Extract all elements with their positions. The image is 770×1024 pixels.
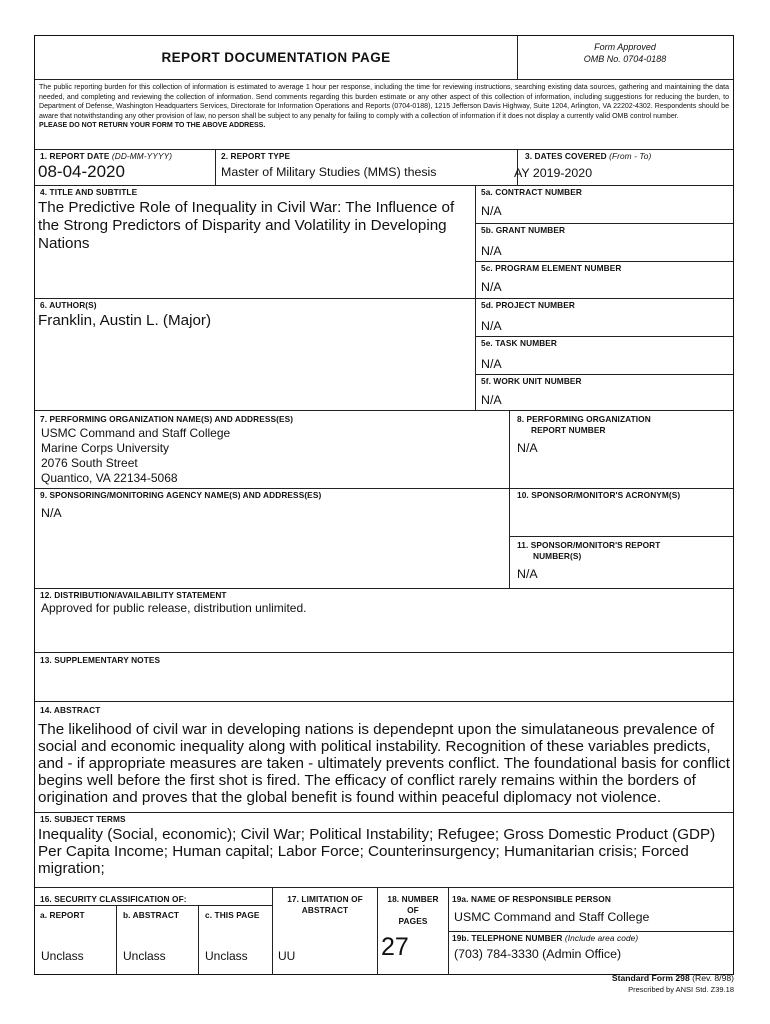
burden-statement bbox=[39, 83, 729, 131]
divider bbox=[35, 812, 733, 813]
abstract-label: 14. ABSTRACT bbox=[40, 705, 101, 715]
abstract-line: begins well before the first shot is fired. The efficacy of conflict rarely remains within the borders of bbox=[38, 772, 696, 789]
title-line: Nations bbox=[38, 235, 90, 252]
report-class-label: a. REPORT bbox=[40, 910, 85, 920]
divider bbox=[475, 374, 733, 375]
divider bbox=[35, 185, 733, 186]
dates-covered-field[interactable]: AY 2019-2020 bbox=[514, 166, 593, 180]
divider bbox=[35, 149, 733, 150]
divider bbox=[475, 223, 733, 224]
contract-number-field[interactable]: N/A bbox=[481, 204, 502, 218]
page-title: REPORT DOCUMENTATION PAGE bbox=[161, 50, 391, 65]
divider bbox=[35, 701, 733, 702]
subject-terms-line: Per Capita Income; Human capital; Labor Force; Counterinsurgency; Humanitarian crisis; Forced bbox=[38, 843, 689, 860]
page-class-label: c. THIS PAGE bbox=[205, 910, 260, 920]
abstract-class-label: b. ABSTRACT bbox=[123, 910, 180, 920]
title-line: the Strong Predictors of Disparity and Volatility in Developing bbox=[38, 217, 447, 234]
omb-number: OMB No. 0704-0188 bbox=[583, 54, 667, 64]
distribution-field[interactable]: Approved for public release, distribution unlimited. bbox=[41, 601, 307, 615]
divider bbox=[509, 536, 733, 537]
supplementary-notes-label: 13. SUPPLEMENTARY NOTES bbox=[40, 655, 161, 665]
report-date-label: 1. REPORT DATE (DD-MM-YYYY) bbox=[40, 151, 173, 161]
task-number-field[interactable]: N/A bbox=[481, 357, 502, 371]
address-line: Marine Corps University bbox=[41, 441, 170, 455]
abstract-field[interactable] bbox=[38, 721, 730, 806]
divider bbox=[198, 905, 199, 975]
performing-org-field[interactable] bbox=[41, 426, 230, 486]
divider bbox=[116, 905, 117, 975]
subject-terms-field[interactable] bbox=[38, 826, 715, 877]
subject-terms-label: 15. SUBJECT TERMS bbox=[40, 814, 126, 824]
dates-covered-label: 3. DATES COVERED (From - To) bbox=[525, 151, 652, 161]
task-number-label: 5e. TASK NUMBER bbox=[481, 338, 558, 348]
abstract-line: and - if appropriate measures are taken - ultimately prevents conflict. The foundational basis for conflict bbox=[38, 755, 730, 772]
authors-field[interactable]: Franklin, Austin L. (Major) bbox=[38, 312, 212, 329]
title-subtitle-field[interactable] bbox=[38, 199, 454, 253]
divider bbox=[509, 410, 510, 588]
report-class-field[interactable]: Unclass bbox=[41, 949, 84, 963]
divider bbox=[448, 931, 733, 932]
subject-terms-line: Inequality (Social, economic); Civil War; Political Instability; Refugee; Gross Domestic Product (GDP) bbox=[38, 826, 716, 843]
project-number-label: 5d. PROJECT NUMBER bbox=[481, 300, 575, 310]
divider bbox=[35, 410, 733, 411]
performing-report-number-field[interactable]: N/A bbox=[517, 441, 538, 455]
grant-number-field[interactable]: N/A bbox=[481, 244, 502, 258]
form-approved-text: Form Approved bbox=[594, 42, 656, 52]
divider bbox=[35, 588, 733, 589]
sponsor-report-number-field[interactable]: N/A bbox=[517, 567, 538, 581]
contract-number-label: 5a. CONTRACT NUMBER bbox=[481, 187, 583, 197]
performing-org-label: 7. PERFORMING ORGANIZATION NAME(S) AND ADDRESS(ES) bbox=[40, 414, 294, 424]
sponsoring-agency-field[interactable]: N/A bbox=[41, 506, 62, 520]
title-line: The Predictive Role of Inequality in Civil War: The Influence of bbox=[38, 199, 455, 216]
abstract-class-field[interactable]: Unclass bbox=[123, 949, 166, 963]
divider bbox=[35, 79, 733, 80]
program-element-label: 5c. PROGRAM ELEMENT NUMBER bbox=[481, 263, 622, 273]
address-line: 2076 South Street bbox=[41, 456, 138, 470]
limitation-label: 17. LIMITATION OF ABSTRACT bbox=[287, 894, 363, 915]
project-number-field[interactable]: N/A bbox=[481, 319, 502, 333]
report-date-field[interactable]: 08-04-2020 bbox=[38, 162, 125, 181]
abstract-line: The likelihood of civil war in developing nations is dependepnt upon the simulataneous prevalence of bbox=[38, 721, 715, 738]
report-documentation-form bbox=[34, 35, 734, 975]
performing-report-number-label: 8. PERFORMING ORGANIZATION REPORT NUMBER bbox=[517, 414, 651, 435]
report-type-field[interactable]: Master of Military Studies (MMS) thesis bbox=[221, 165, 437, 179]
number-of-pages-field[interactable]: 27 bbox=[381, 933, 409, 961]
subject-terms-line: migration; bbox=[38, 860, 105, 877]
title-subtitle-label: 4. TITLE AND SUBTITLE bbox=[40, 187, 138, 197]
abstract-line: social and economic inequality along with political instability. Recognition of these variables predicts, bbox=[38, 738, 711, 755]
report-type-label: 2. REPORT TYPE bbox=[221, 151, 291, 161]
burden-text: The public reporting burden for this collection of information is estimated to average 1 hour per response, including the time for reviewing instructions, searching existing data sources, gathering and maintaining the data needed, and completing and reviewing the collection of information. Send comments regarding this burden estimate or any other aspect of this collection of information, including suggestions for reducing the burden, to Department of Defense, Washington Headquarters Services, Directorate for Information Operations and Reports (0704-0188), 1215 Jefferson Davis Highway, Suite 1204, Arlington, VA 22202-4302. Respondents should be aware that notwithstanding any other provision of law, no person shall be subject to any penalty for failing to comply with a collection of information if it does not display a currently valid OMB control number. bbox=[39, 84, 729, 120]
divider bbox=[35, 488, 733, 489]
form-footer bbox=[612, 972, 734, 996]
limitation-field[interactable]: UU bbox=[278, 949, 296, 963]
sponsor-acronym-label: 10. SPONSOR/MONITOR'S ACRONYM(S) bbox=[517, 490, 681, 500]
grant-number-label: 5b. GRANT NUMBER bbox=[481, 225, 566, 235]
address-line: USMC Command and Staff College bbox=[41, 426, 231, 440]
divider bbox=[35, 298, 733, 299]
telephone-label: 19b. TELEPHONE NUMBER (Include area code) bbox=[452, 933, 639, 943]
sponsoring-agency-label: 9. SPONSORING/MONITORING AGENCY NAME(S) AND ADDRESS(ES) bbox=[40, 490, 322, 500]
divider bbox=[475, 336, 733, 337]
divider bbox=[475, 261, 733, 262]
number-of-pages-label: 18. NUMBER OF PAGES bbox=[387, 894, 439, 926]
responsible-person-label: 19a. NAME OF RESPONSIBLE PERSON bbox=[452, 894, 611, 904]
divider bbox=[35, 905, 272, 906]
security-classification-label: 16. SECURITY CLASSIFICATION OF: bbox=[40, 894, 187, 904]
form-name: Standard Form 298 (Rev. 8/98) bbox=[611, 973, 734, 983]
prescribed-text: Prescribed by ANSI Std. Z39.18 bbox=[628, 985, 734, 994]
address-line: Quantico, VA 22134-5068 bbox=[41, 471, 178, 485]
work-unit-field[interactable]: N/A bbox=[481, 393, 502, 407]
divider bbox=[215, 149, 216, 185]
sponsor-report-number-label: 11. SPONSOR/MONITOR'S REPORT NUMBER(S) bbox=[517, 540, 661, 561]
form-approved-block bbox=[517, 41, 733, 65]
abstract-line: origination and proves that the global benefit is found within peaceful diplomacy not violence. bbox=[38, 789, 662, 806]
distribution-label: 12. DISTRIBUTION/AVAILABILITY STATEMENT bbox=[40, 590, 227, 600]
divider bbox=[35, 652, 733, 653]
divider bbox=[272, 887, 273, 975]
program-element-field[interactable]: N/A bbox=[481, 280, 502, 294]
divider bbox=[35, 887, 733, 888]
burden-warning: PLEASE DO NOT RETURN YOUR FORM TO THE ABOVE ADDRESS. bbox=[39, 122, 266, 130]
authors-label: 6. AUTHOR(S) bbox=[40, 300, 97, 310]
responsible-person-field[interactable]: USMC Command and Staff College bbox=[454, 910, 650, 924]
telephone-field[interactable]: (703) 784-3330 (Admin Office) bbox=[454, 947, 622, 961]
page-class-field[interactable]: Unclass bbox=[205, 949, 248, 963]
work-unit-label: 5f. WORK UNIT NUMBER bbox=[481, 376, 582, 386]
